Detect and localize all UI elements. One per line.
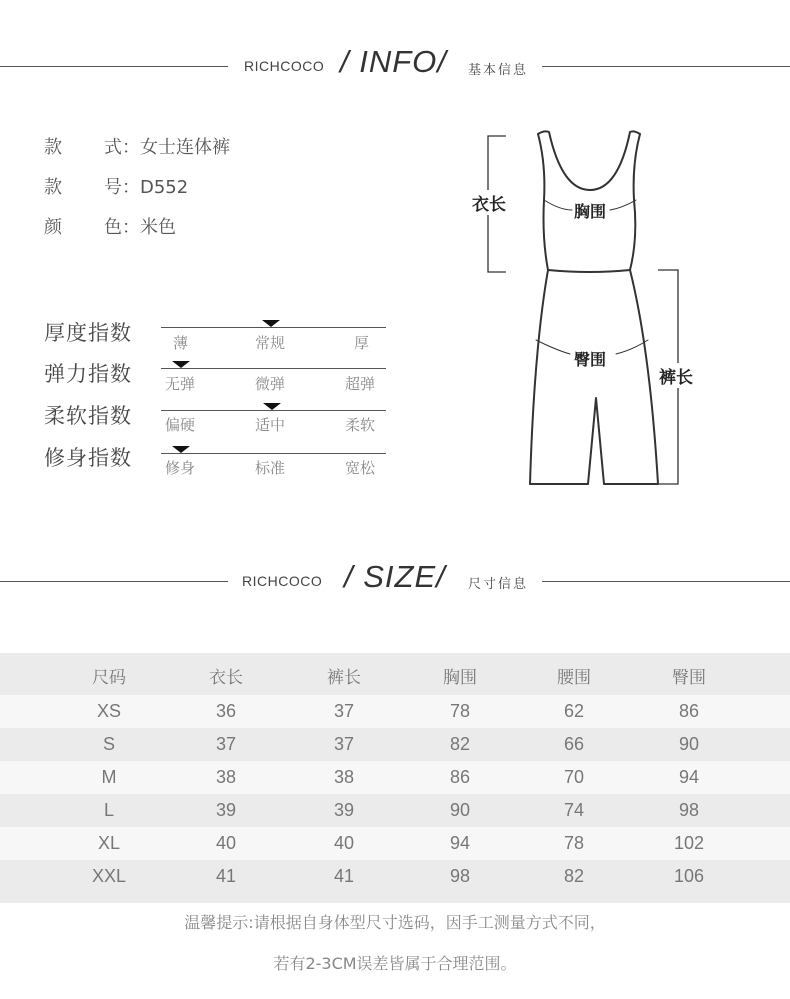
cell-pants-length: 37	[333, 701, 355, 721]
fit-index-line	[161, 453, 386, 454]
cell-chest: 78	[449, 701, 471, 721]
fit-index-marker	[172, 446, 190, 453]
cell-length: 38	[215, 767, 237, 787]
softness-index-marker	[263, 403, 281, 410]
fit-option-0: 修身	[165, 459, 196, 477]
header-pants-length: 裤长	[327, 668, 361, 688]
cell-size: XL	[97, 833, 121, 853]
cell-hip: 106	[673, 866, 705, 886]
table-row	[0, 695, 790, 728]
cell-size: XS	[96, 701, 121, 721]
table-row	[0, 728, 790, 761]
header-size: 尺码	[92, 668, 126, 688]
cell-hip: 102	[673, 833, 705, 853]
cell-waist: 82	[563, 866, 585, 886]
cell-hip: 86	[678, 701, 700, 721]
header-waist: 腰围	[557, 668, 591, 688]
info-header-brand: RICHCOCO	[244, 58, 325, 74]
cell-length: 40	[215, 833, 237, 853]
cell-length: 41	[215, 866, 237, 886]
cell-length: 37	[215, 734, 237, 754]
elasticity-index-title: 弹力指数	[44, 362, 132, 386]
size-header-cn: 尺寸信息	[468, 577, 529, 592]
thickness-option-2: 厚	[354, 334, 370, 352]
thickness-option-1: 常规	[255, 334, 286, 352]
size-table-header	[0, 662, 790, 695]
cell-pants-length: 41	[333, 866, 355, 886]
cell-size: XXL	[91, 866, 127, 886]
table-row	[0, 794, 790, 827]
product-color-value: 色：米色	[104, 217, 176, 238]
info-header-line-right	[542, 66, 790, 67]
cell-size: L	[103, 800, 114, 820]
size-note-line-2: 若有2-3CM误差皆属于合理范围。	[273, 954, 517, 973]
cell-chest: 82	[449, 734, 471, 754]
product-number-value: 号：D552	[104, 177, 189, 198]
elasticity-option-2: 超弹	[345, 375, 376, 393]
thickness-index-marker	[262, 320, 280, 327]
size-note-line-1: 温馨提示:请根据自身体型尺寸选码，因手工测量方式不同，	[184, 913, 606, 932]
thickness-index-line	[161, 327, 386, 328]
cell-waist: 66	[563, 734, 585, 754]
size-header-line-right	[542, 581, 790, 582]
info-header-title-text: INFO	[359, 44, 438, 79]
diagram-hip-label: 臀围	[574, 350, 607, 369]
cell-hip: 94	[678, 767, 700, 787]
cell-waist: 78	[563, 833, 585, 853]
table-row	[0, 761, 790, 794]
cell-waist: 70	[563, 767, 585, 787]
softness-index-title: 柔软指数	[44, 404, 132, 428]
cell-waist: 62	[563, 701, 585, 721]
elasticity-option-1: 微弹	[255, 375, 286, 393]
size-header-brand: RICHCOCO	[242, 573, 323, 589]
size-table	[0, 653, 790, 903]
product-style-key: 款	[44, 137, 62, 158]
cell-chest: 90	[449, 800, 471, 820]
size-header-title-text: SIZE	[363, 559, 437, 594]
fit-option-1: 标准	[255, 459, 286, 477]
product-color-key: 颜	[44, 217, 62, 238]
softness-option-1: 适中	[255, 416, 286, 434]
size-header-title: / SIZE/	[344, 559, 446, 594]
softness-option-0: 偏硬	[165, 416, 196, 434]
product-style-value: 式：女士连体裤	[104, 137, 230, 158]
cell-chest: 98	[449, 866, 471, 886]
elasticity-index-line	[161, 368, 386, 369]
info-header-cn: 基本信息	[468, 63, 529, 78]
header-hip: 臀围	[672, 668, 706, 688]
cell-waist: 74	[563, 800, 585, 820]
softness-index-line	[161, 410, 386, 411]
header-length: 衣长	[209, 668, 243, 688]
cell-pants-length: 37	[333, 734, 355, 754]
thickness-index-title: 厚度指数	[44, 321, 132, 345]
thickness-option-0: 薄	[173, 334, 189, 352]
cell-size: S	[102, 734, 115, 754]
table-row	[0, 827, 790, 860]
cell-pants-length: 39	[333, 800, 355, 820]
elasticity-index-marker	[172, 361, 190, 368]
size-header-line-left	[0, 581, 228, 582]
info-header-title: / INFO/	[340, 44, 447, 79]
cell-pants-length: 40	[333, 833, 355, 853]
cell-length: 39	[215, 800, 237, 820]
cell-hip: 98	[678, 800, 700, 820]
elasticity-option-0: 无弹	[165, 375, 196, 393]
cell-chest: 94	[449, 833, 471, 853]
cell-size: M	[101, 767, 117, 787]
table-row	[0, 860, 790, 893]
cell-chest: 86	[449, 767, 471, 787]
cell-hip: 90	[678, 734, 700, 754]
softness-option-2: 柔软	[345, 416, 376, 434]
product-number-key: 款	[44, 177, 62, 198]
diagram-length-label: 衣长	[472, 190, 506, 215]
diagram-pants-length-label: 裤长	[659, 363, 693, 388]
info-header-line-left	[0, 66, 228, 67]
header-chest: 胸围	[443, 668, 477, 688]
fit-index-title: 修身指数	[44, 446, 132, 470]
fit-option-2: 宽松	[345, 459, 376, 477]
diagram-chest-label: 胸围	[574, 202, 607, 221]
cell-pants-length: 38	[333, 767, 355, 787]
cell-length: 36	[215, 701, 237, 721]
garment-diagram	[460, 120, 720, 500]
